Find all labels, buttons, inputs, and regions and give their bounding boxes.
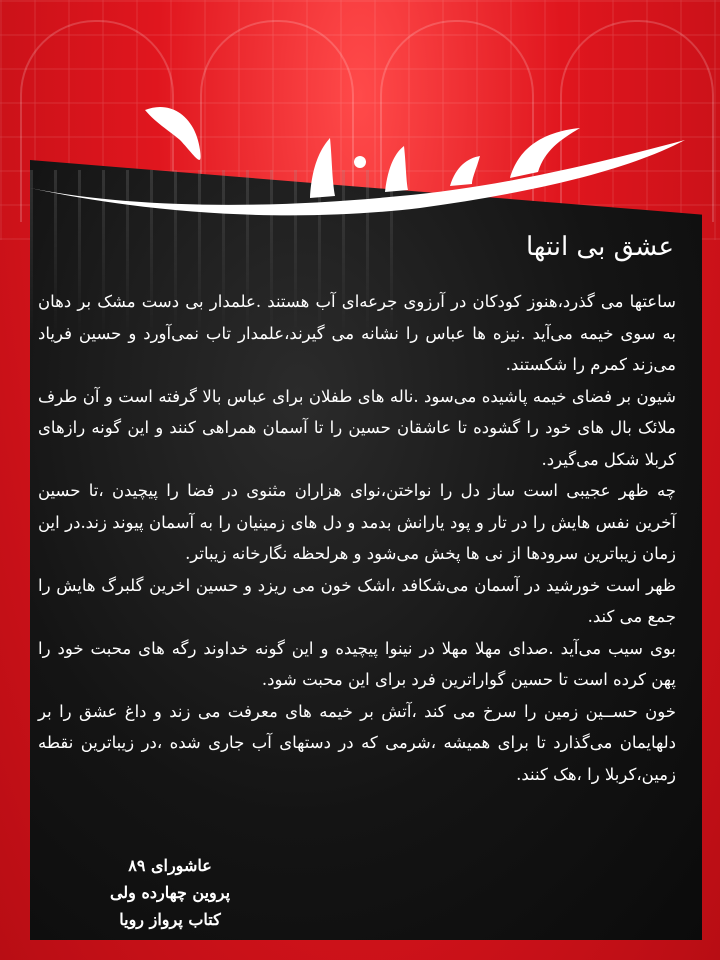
page-title: عشق بی انتها (525, 232, 674, 262)
logo-letter-stroke (385, 146, 408, 192)
logo-letter-stroke (310, 138, 335, 198)
body-text (38, 286, 676, 790)
logo-base-stroke (30, 140, 685, 215)
logo-upright-stroke (145, 107, 201, 160)
signature-book: کتاب پرواز رویا (119, 910, 221, 929)
signature-date: عاشورای ۸۹ (128, 856, 212, 875)
paragraph: شیون بر فضای خیمه پاشیده می‌سود .ناله های طفلان برای عباس بالا گرفته است و آن طرف ملائک بال های خود را گشوده تا عاشقان حسین را تا آسمان همراهی کنند و این گونه رازهای کربلا شکل می‌گیرد. (38, 386, 676, 469)
paragraph: ظهر است خورشید در آسمان می‌شکافد ،اشک خون می ریزد و حسین اخرین گلبرگ هایش را جمع می کند. (38, 575, 676, 626)
paragraph: خون حســین زمین را سرخ می کند ،آتش بر خیمه های معرفت می زند و داغ عشق را بر دلهایمان می‌گذارد تا برای همیشه ،شرمی که در دستهای آب جاری شده ،در زیباترین نقطه زمین،کربلا را ،هک کنند. (38, 701, 676, 784)
calligraphy-logo (20, 70, 700, 220)
paragraph: چه ظهر عجیبی است ساز دل را نواختن،نوای هزاران مثنوی در فضا را پیچیدن ،تا حسین آخرین نفس هایش را در تار و پود یارانش بدمد و دل های زمینیان را به آسمان پیوند زند.در این زمان زیباترین سرودها از نی ها پخش می‌شود و هرلحظه نگارخانه زیباتر. (38, 481, 676, 563)
paragraph: بوی سیب می‌آید .صدای مهلا مهلا در نینوا پیچیده و این گونه خداوند رگه های محبت خود را پهن کرده است تا حسین گواراترین فرد برای این محبت شود. (38, 638, 676, 689)
signature-block (80, 852, 260, 933)
logo-dot (354, 156, 366, 168)
paragraph: ساعتها می گذرد،هنوز کودکان در آرزوی جرعه‌ای آب هستند .علمدار بی دست مشک بر دهان به سوی خیمه می‌آید .نیزه ها عباس را نشانه می گیرند،علمدار تاب نمی‌آورد و حسین فریاد می‌زند کمرم را شکستند. (38, 292, 676, 374)
signature-author: پروین چهارده ولی (109, 883, 231, 902)
logo-letter-stroke (450, 156, 480, 186)
